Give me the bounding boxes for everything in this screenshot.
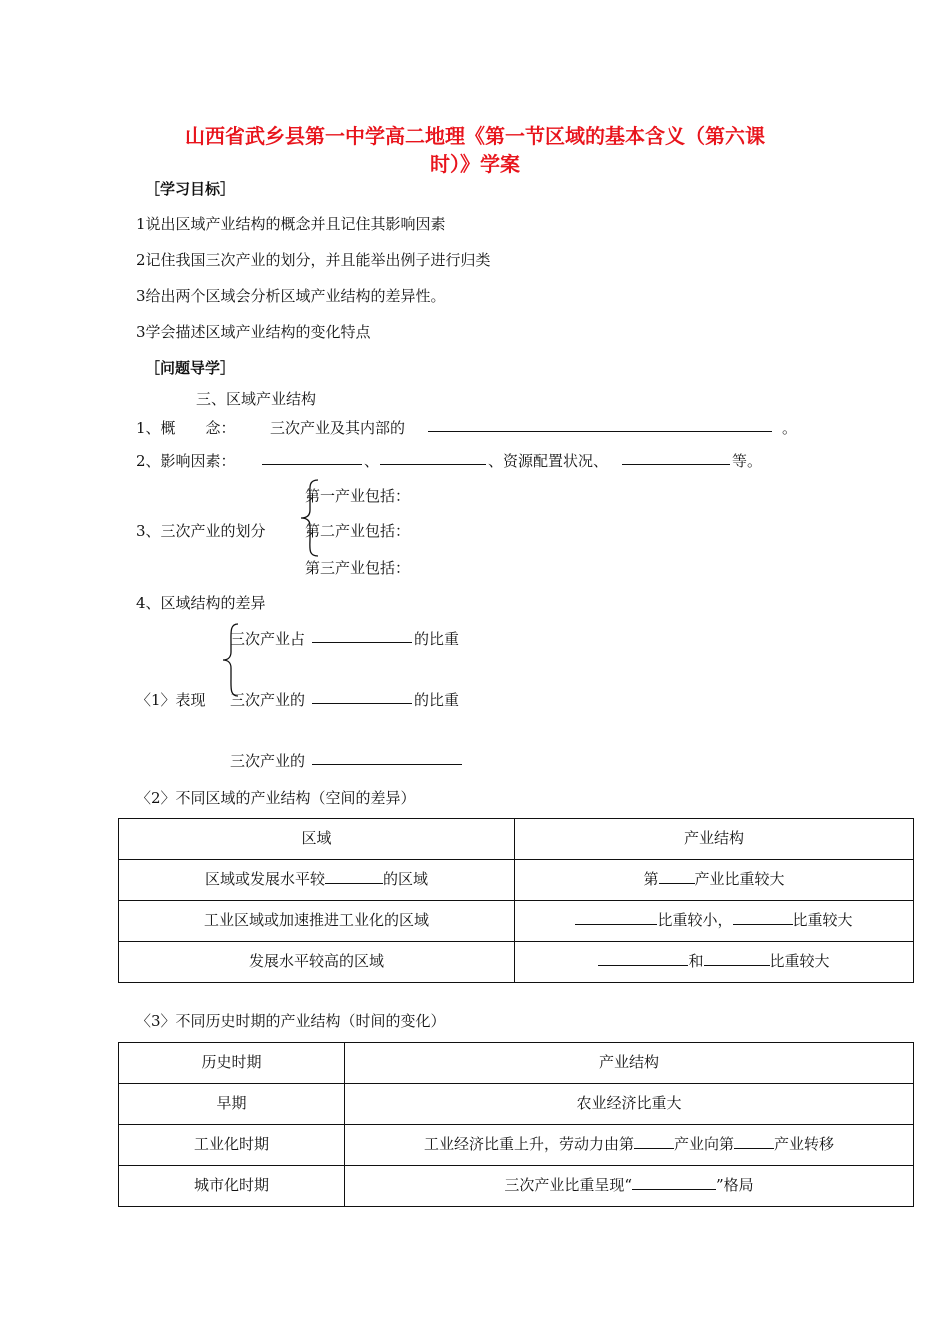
structure-text: 比重较大 [769, 952, 830, 970]
perf-item-3-prefix: 三次产业的 [230, 752, 306, 770]
guide-heading: ［问题导学］ [145, 359, 236, 377]
section-3-title: 三、区域产业结构 [196, 390, 317, 408]
structure-text: 产业转移 [774, 1135, 835, 1153]
objectives-heading: ［学习目标］ [145, 180, 236, 198]
division-item-2: 第二产业包括： [305, 522, 411, 540]
region-cell [119, 860, 515, 901]
table-row [119, 942, 914, 983]
structure-text: 产业向第 [673, 1135, 734, 1153]
column-header-region: 区域 [119, 819, 515, 860]
performance-label: 〈1〉表现 [136, 691, 206, 709]
structure-text: 和 [688, 952, 704, 970]
column-header-period: 历史时期 [119, 1043, 345, 1084]
page-title [120, 122, 830, 178]
concept-end: 。 [782, 419, 798, 437]
perf-item-2-prefix: 三次产业的 [230, 691, 306, 709]
diff-label: 4、区域结构的差异 [136, 594, 266, 612]
division-label: 3、三次产业的划分 [136, 522, 266, 540]
factors-sep: 、资源配置状况、 [488, 452, 609, 470]
concept-text: 三次产业及其内部的 [270, 419, 406, 437]
division-item-1: 第一产业包括： [305, 487, 411, 505]
period-cell: 工业化时期 [119, 1125, 345, 1166]
period-cell: 城市化时期 [119, 1166, 345, 1207]
structure-text: 第 [643, 870, 659, 888]
table-row [119, 901, 914, 942]
structure-blank[interactable] [733, 910, 793, 925]
period-cell: 早期 [119, 1084, 345, 1125]
division-item-3: 第三产业包括： [305, 559, 411, 577]
structure-cell: 农业经济比重大 [345, 1084, 914, 1125]
structure-text: 比重较小， [657, 911, 733, 929]
perf-blank-1[interactable] [312, 628, 412, 643]
structure-cell [345, 1125, 914, 1166]
perf-blank-2[interactable] [312, 689, 412, 704]
table-row [119, 860, 914, 901]
temporal-table [118, 1042, 914, 1207]
perf-blank-3[interactable] [312, 750, 462, 765]
factor-blank-2[interactable] [380, 450, 486, 465]
structure-blank[interactable] [632, 1175, 716, 1190]
objective-item: 1说出区域产业结构的概念并且记住其影响因素 [136, 215, 446, 233]
factor-blank-1[interactable] [262, 450, 362, 465]
structure-text: 工业经济比重上升，劳动力由第 [423, 1135, 634, 1153]
title-line-1: 山西省武乡县第一中学高二地理《第一节区域的基本含义（第六课 [185, 124, 765, 148]
table-header-row [119, 1043, 914, 1084]
perf-item-1-suffix: 的比重 [414, 630, 460, 648]
perf-item-2-suffix: 的比重 [414, 691, 460, 709]
table-row [119, 1084, 914, 1125]
table-header-row [119, 819, 914, 860]
spatial-label: 〈2〉不同区域的产业结构（空间的差异） [136, 789, 416, 807]
objective-item: 3给出两个区域会分析区域产业结构的差异性。 [136, 287, 446, 305]
objective-item: 2记住我国三次产业的划分，并且能举出例子进行归类 [136, 251, 491, 269]
table-row [119, 1125, 914, 1166]
column-header-structure: 产业结构 [345, 1043, 914, 1084]
title-line-2: 时）》学案 [430, 152, 520, 176]
structure-blank[interactable] [734, 1134, 774, 1149]
structure-blank[interactable] [704, 951, 770, 966]
structure-blank[interactable] [575, 910, 657, 925]
structure-text: 比重较大 [792, 911, 853, 929]
structure-blank[interactable] [634, 1134, 674, 1149]
objective-item: 3学会描述区域产业结构的变化特点 [136, 323, 371, 341]
structure-text: 三次产业比重呈现“ [504, 1176, 632, 1194]
concept-blank[interactable] [428, 417, 772, 432]
structure-cell [515, 860, 914, 901]
structure-text: 产业比重较大 [694, 870, 785, 888]
structure-blank[interactable] [659, 869, 695, 884]
structure-cell [345, 1166, 914, 1207]
spatial-table [118, 818, 914, 983]
structure-cell [515, 942, 914, 983]
structure-blank[interactable] [598, 951, 688, 966]
region-text: 区域或发展水平较 [204, 870, 325, 888]
column-header-structure: 产业结构 [515, 819, 914, 860]
factors-sep: 、 [364, 452, 380, 470]
perf-item-1-prefix: 三次产业占 [230, 630, 306, 648]
factors-label: 2、影响因素： [136, 452, 236, 470]
table-row [119, 1166, 914, 1207]
factor-blank-3[interactable] [622, 450, 730, 465]
region-cell: 发展水平较高的区域 [119, 942, 515, 983]
temporal-label: 〈3〉不同历史时期的产业结构（时间的变化） [136, 1012, 446, 1030]
structure-cell [515, 901, 914, 942]
factors-end: 等。 [732, 452, 763, 470]
region-text: 的区域 [383, 870, 429, 888]
structure-text: ”格局 [716, 1176, 754, 1194]
region-blank[interactable] [325, 869, 383, 884]
concept-label: 1、概 念： [136, 419, 236, 437]
region-cell: 工业区域或加速推进工业化的区域 [119, 901, 515, 942]
